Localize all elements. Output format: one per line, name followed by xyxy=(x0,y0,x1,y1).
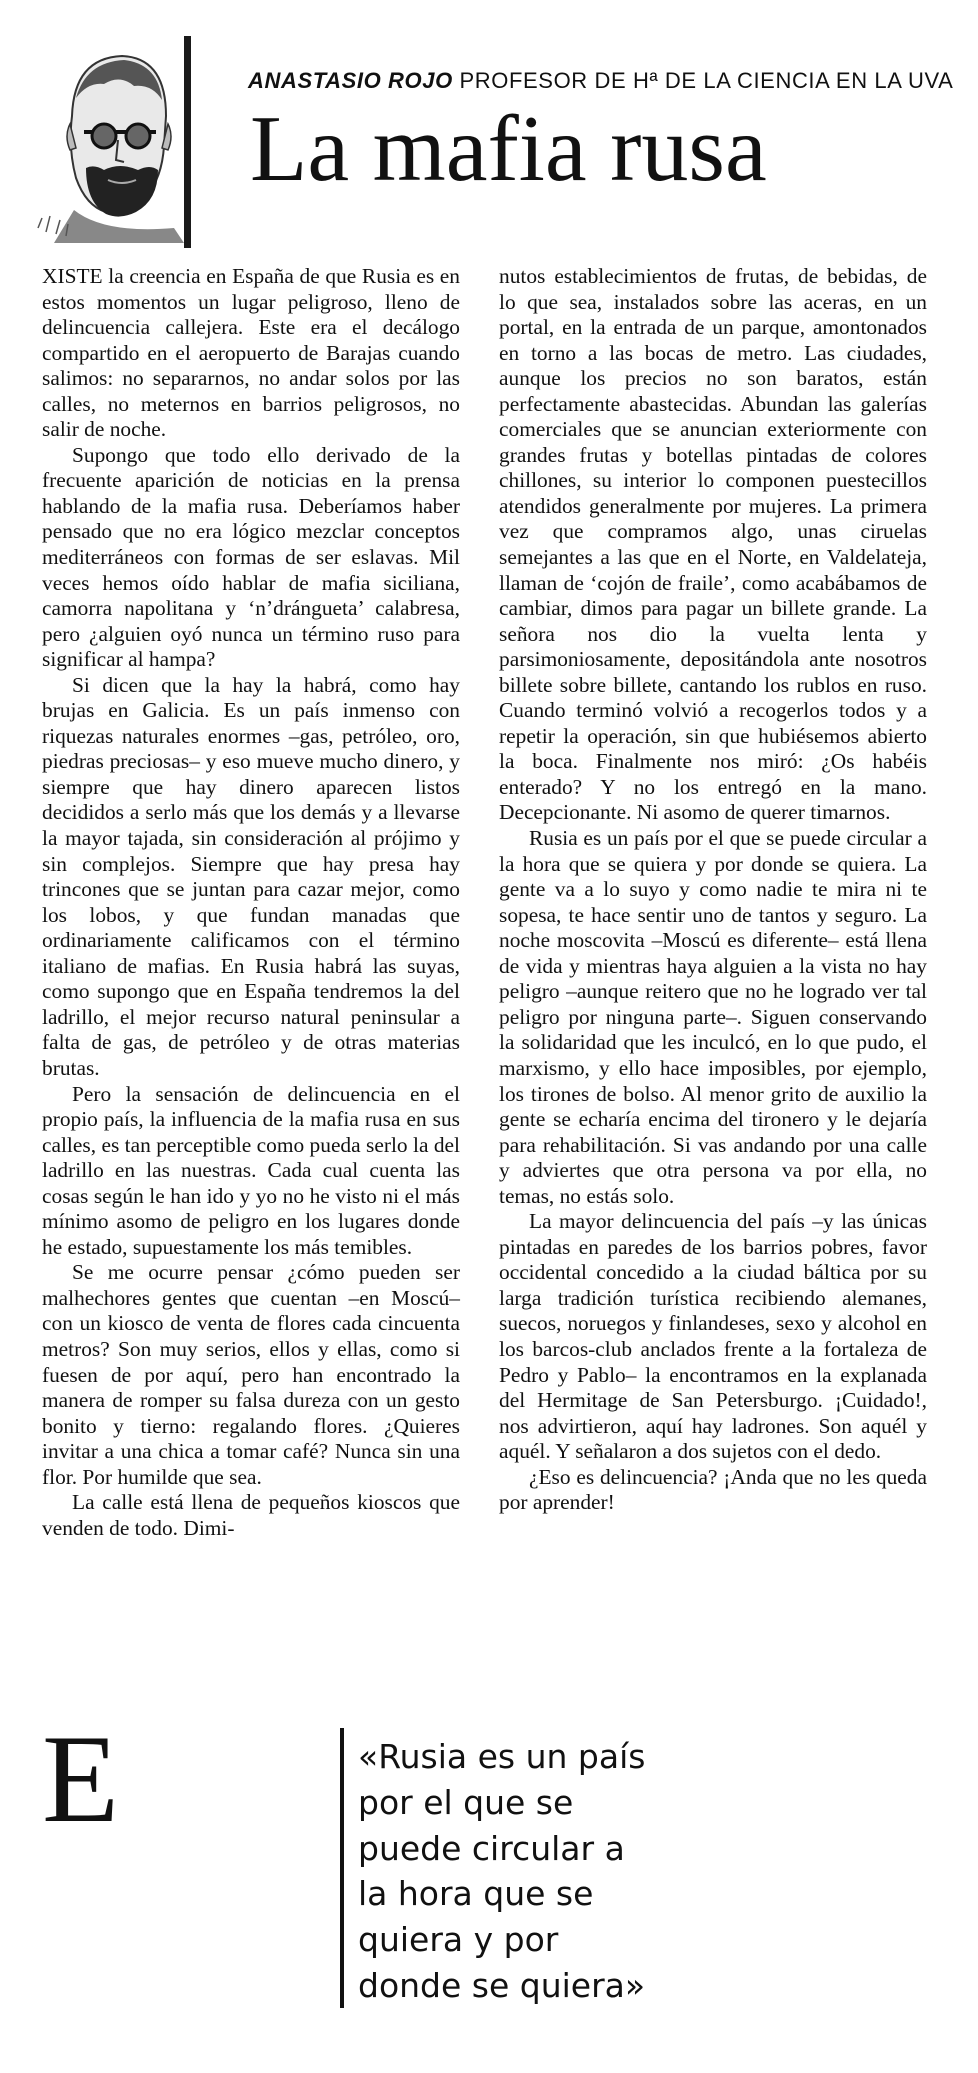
author-name: ANASTASIO ROJO xyxy=(248,68,453,93)
article-paragraph: ¿Eso es delincuencia? ¡Anda que no les queda por aprender! xyxy=(499,1464,927,1515)
pull-quote-box xyxy=(340,1718,645,2016)
article-paragraph: Supongo que todo ello derivado de la frecuente aparición de noticias en la prensa hablando de la mafia rusa. Deberíamos haber pensado que no era lógico mezclar conceptos mediterráneos con formas de ser eslavas. Mil veces hemos oído hablar de mafia siciliana, camorra napolitana y ‘n’drángueta’ calabresa, pero ¿alguien oyó nunca un término ruso para significar al hampa? xyxy=(42,442,460,672)
article-title: La mafia rusa xyxy=(250,97,767,201)
article-paragraph: Si dicen que la hay la habrá, como hay brujas en Galicia. Es un país inmenso con riquezas naturales enormes –gas, petróleo, oro, piedras preciosas– y eso mueve mucho dinero, y siempre que hay dinero aparecen listos decididos a serlo más que los demás y a llevarse la mayor tajada, sin consideración al prójimo y sin complejos. Siempre que hay presa hay trincones que se juntan para cazar mejor, como los lobos, y que fundan manadas que ordinariamente calificamos con el término italiano de mafias. En Rusia habrá las suyas, como supongo que en España tendremos la del ladrillo, el mejor recurso natural peninsular a falta de gas, de petróleo y de otras materias brutas. xyxy=(42,672,460,1080)
header-divider xyxy=(184,36,191,248)
pull-quote-bar xyxy=(340,1728,344,2008)
article-paragraph: La calle está llena de pequeños kioscos que venden de todo. Dimi- xyxy=(42,1490,460,1540)
pull-quote: «Rusia es un país por el que se puede circular a la hora que se quiera y por donde se quiera» xyxy=(358,1737,646,2005)
article-paragraph: Se me ocurre pensar ¿cómo pueden ser malhechores gentes que cuentan –en Moscú– con un kiosco de venta de flores cada cincuenta metros? Son muy serios, ellos y ellas, como si fuesen de por aquí, pero han encontrado la manera de romper su falsa dureza con un gesto bonito y tierno: regalando flores. ¿Quieres invitar a una chica a tomar café? Nunca sin una flor. Por humilde que sea. xyxy=(42,1260,460,1489)
article-paragraph: Pero la sensación de delincuencia en el propio país, la influencia de la mafia rusa en sus calles, es tan perceptible como pueda serlo la del ladrillo en las nuestras. Cada cual cuenta las cosas según le han ido y yo no he visto ni el más mínimo asomo de peligro en los lugares donde he estado, supuestamente los más temibles. xyxy=(42,1081,460,1259)
author-photo xyxy=(34,28,194,243)
article-paragraph: nutos establecimientos de frutas, de bebidas, de lo que sea, instalados sobre las aceras, en un portal, en la entrada de un parque, amontonados en torno a las bocas de metro. Las ciudades, aunque los precios no son baratos, están perfectamente abastecidas. Abundan las galerías comerciales que se anuncian exteriormente con grandes frutas y botellas pintadas de colores chillones, su interior lo componen puestecillos atendidos generalmente por mujeres. La primera vez que compramos algo, unas ciruelas semejantes a las que en el Norte, en Valdelateja, llaman de ‘cojón de fraile’, como acabábamos de cambiar, dimos para pagar un billete grande. La señora nos dio la vuelta lenta y parsimoniosamente, depositándola ante nosotros billete sobre billete, cantando los rublos en ruso. Cuando terminó volvió a recogerlos todos y a repetir la operación, sin que hubiésemos abierto la boca. Finalmente nos miró: ¿Os habéis enterado? Y no los entregó en la mano. Decepcionante. Ni asomo de querer timarnos. xyxy=(499,264,927,825)
byline xyxy=(248,68,953,94)
article-paragraph: Rusia es un país por el que se puede circular a la hora que se quiera y por donde se quiera. La gente va a lo suyo y como nadie te mira ni te sopesa, te hace sentir uno de tantos y seguro. La noche moscovita –Moscú es diferente– está llena de vida y mientras haya alguien a la vista no hay peligro –aunque reitero que no he logrado ver tal peligro por ninguna parte–. Siguen conservando la solidaridad que les inculcó, en lo que pudo, el marxismo, y ello hace imposibles, por ejemplo, los tirones de bolso. Al menor grito de auxilio la gente se echaría encima del tironero y le dejaría para rehabilitación. Si vas andando por una calle y adviertes que otra persona va por ella, no temas, no estás solo. xyxy=(499,826,927,1208)
paragraph-text: XISTE la creencia en España de que Rusia es en estos momentos un lugar peligroso, lleno de delincuencia callejera. Este era el decálogo compartido en el aeropuerto de Barajas cuando salimos: no separarnos, no andar solos por las calles, no meternos en barrios peligrosos, no salir de noche. xyxy=(42,264,460,442)
drop-cap: E xyxy=(42,1710,119,1849)
author-role: PROFESOR DE Hª DE LA CIENCIA EN LA UVA xyxy=(459,68,954,93)
article-paragraph: La mayor delincuencia del país –y las únicas pintadas en paredes de los barrios pobres, favor occidental concedido a la ciudad báltica por su larga tradición turística recibiendo alemanes, suecos, noruegos y finlandeses, sexo y alcohol en los barcos-club anclados frente a la fortaleza de Pedro y Pablo– la encontramos en la explanada del Hermitage de San Petersburgo. ¡Cuidado!, nos advirtieron, aquí hay ladrones. Son aquél y aquél. Y señalaron a dos sujetos con el dedo. xyxy=(499,1209,927,1464)
